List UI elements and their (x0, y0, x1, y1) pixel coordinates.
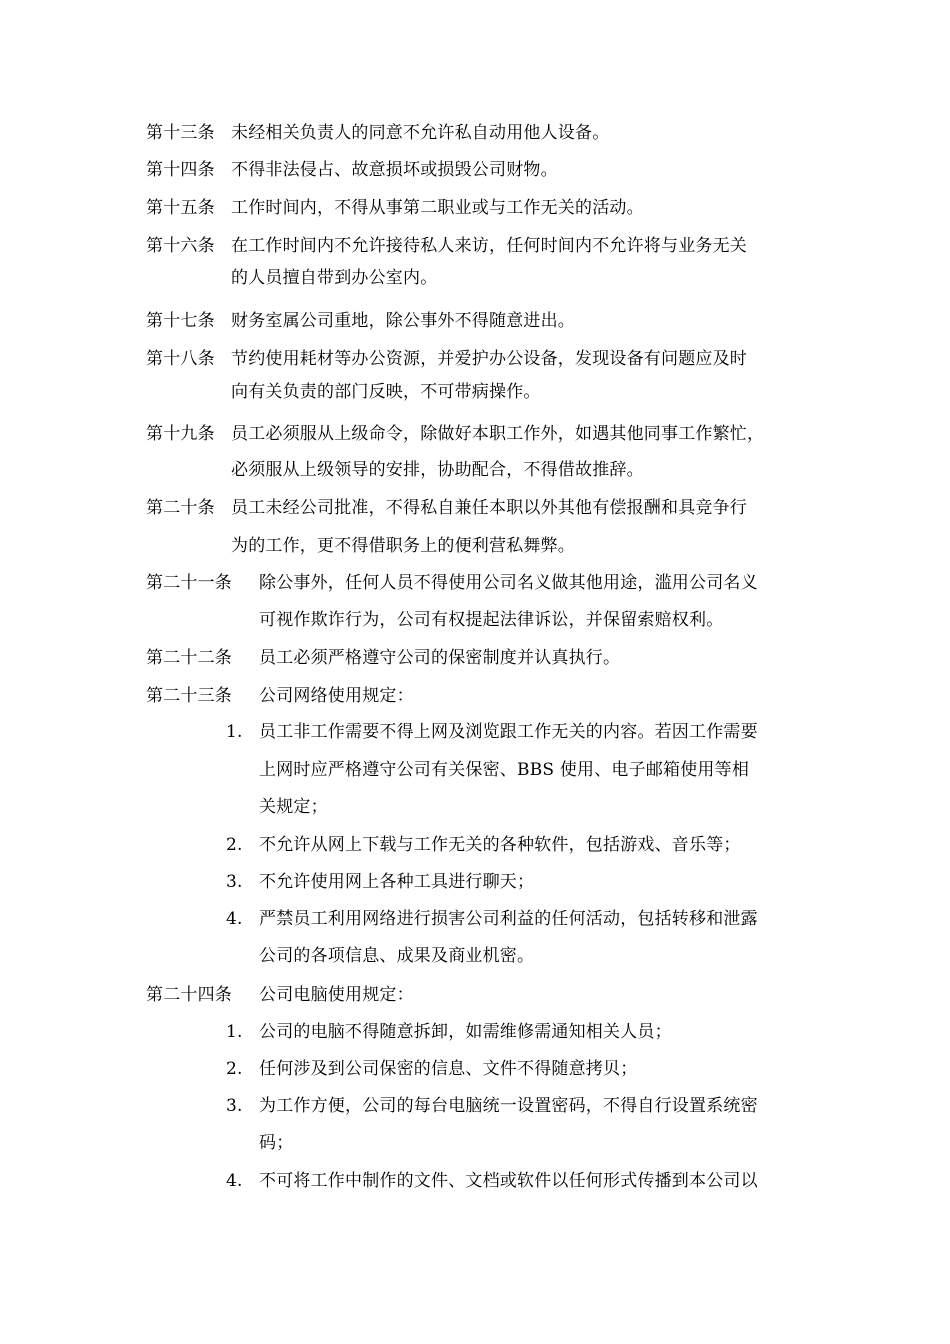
article-text: 公司网络使用规定： (259, 686, 414, 706)
article-text: 可视作欺诈行为，公司有权提起法律诉讼，并保留索赔权利。 (259, 610, 724, 630)
article-label: 第二十一条 (146, 573, 232, 593)
article-label: 第十五条 (146, 198, 215, 218)
list-number: 3. (226, 1096, 243, 1116)
list-number: 1. (226, 722, 243, 742)
article-text: 财务室属公司重地，除公事外不得随意进出。 (231, 311, 575, 331)
list-number: 1. (226, 1022, 243, 1042)
article-label: 第十三条 (146, 123, 215, 143)
article-text: 的人员擅自带到办公室内。 (231, 268, 438, 288)
article-label: 第十六条 (146, 236, 215, 256)
article-text: 员工未经公司批准，不得私自兼任本职以外其他有偿报酬和具竞争行 (231, 498, 747, 518)
list-text: 公司的各项信息、成果及商业机密。 (259, 946, 535, 966)
article-label: 第十九条 (146, 424, 215, 444)
article-text: 员工必须服从上级命令，除做好本职工作外，如遇其他同事工作繁忙， (231, 424, 765, 444)
article-text: 员工必须严格遵守公司的保密制度并认真执行。 (259, 648, 621, 668)
article-label: 第十七条 (146, 311, 215, 331)
article-text: 在工作时间内不允许接待私人来访，任何时间内不允许将与业务无关 (231, 236, 747, 256)
article-text: 除公事外，任何人员不得使用公司名义做其他用途，滥用公司名义 (259, 573, 758, 593)
list-number: 2. (226, 1059, 243, 1079)
article-text: 公司电脑使用规定： (259, 985, 414, 1005)
article-label: 第十四条 (146, 160, 215, 180)
article-label: 第二十三条 (146, 686, 232, 706)
article-text: 必须服从上级领导的安排，协助配合，不得借故推辞。 (231, 460, 644, 480)
article-text: 节约使用耗材等办公资源，并爱护办公设备，发现设备有问题应及时 (231, 349, 747, 369)
list-text: 不可将工作中制作的文件、文档或软件以任何形式传播到本公司以 (259, 1171, 758, 1191)
list-text: 公司的电脑不得随意拆卸，如需维修需通知相关人员； (259, 1022, 672, 1042)
article-text: 未经相关负责人的同意不允许私自动用他人设备。 (231, 123, 610, 143)
list-text: 员工非工作需要不得上网及浏览跟工作无关的内容。若因工作需要 (259, 722, 758, 742)
list-number: 3. (226, 872, 243, 892)
article-label: 第二十条 (146, 498, 215, 518)
article-label: 第二十二条 (146, 648, 232, 668)
article-text: 向有关负责的部门反映，不可带病操作。 (231, 382, 541, 402)
article-label: 第十八条 (146, 349, 215, 369)
list-text: 码； (259, 1133, 294, 1153)
article-text: 为的工作，更不得借职务上的便利营私舞弊。 (231, 536, 575, 556)
article-text: 工作时间内，不得从事第二职业或与工作无关的活动。 (231, 198, 644, 218)
list-text: 关规定； (259, 797, 328, 817)
list-number: 2. (226, 835, 243, 855)
list-text: 上网时应严格遵守公司有关保密、BBS 使用、电子邮箱使用等相 (259, 760, 750, 780)
list-text: 任何涉及到公司保密的信息、文件不得随意拷贝； (259, 1059, 638, 1079)
list-number: 4. (226, 1171, 243, 1191)
list-text: 不允许从网上下载与工作无关的各种软件，包括游戏、音乐等； (259, 835, 741, 855)
article-label: 第二十四条 (146, 985, 232, 1005)
list-text: 严禁员工利用网络进行损害公司利益的任何活动，包括转移和泄露 (259, 909, 758, 929)
article-text: 不得非法侵占、故意损坏或损毁公司财物。 (231, 160, 558, 180)
list-text: 不允许使用网上各种工具进行聊天； (259, 872, 535, 892)
list-text: 为工作方便，公司的每台电脑统一设置密码，不得自行设置系统密 (259, 1096, 758, 1116)
list-number: 4. (226, 909, 243, 929)
